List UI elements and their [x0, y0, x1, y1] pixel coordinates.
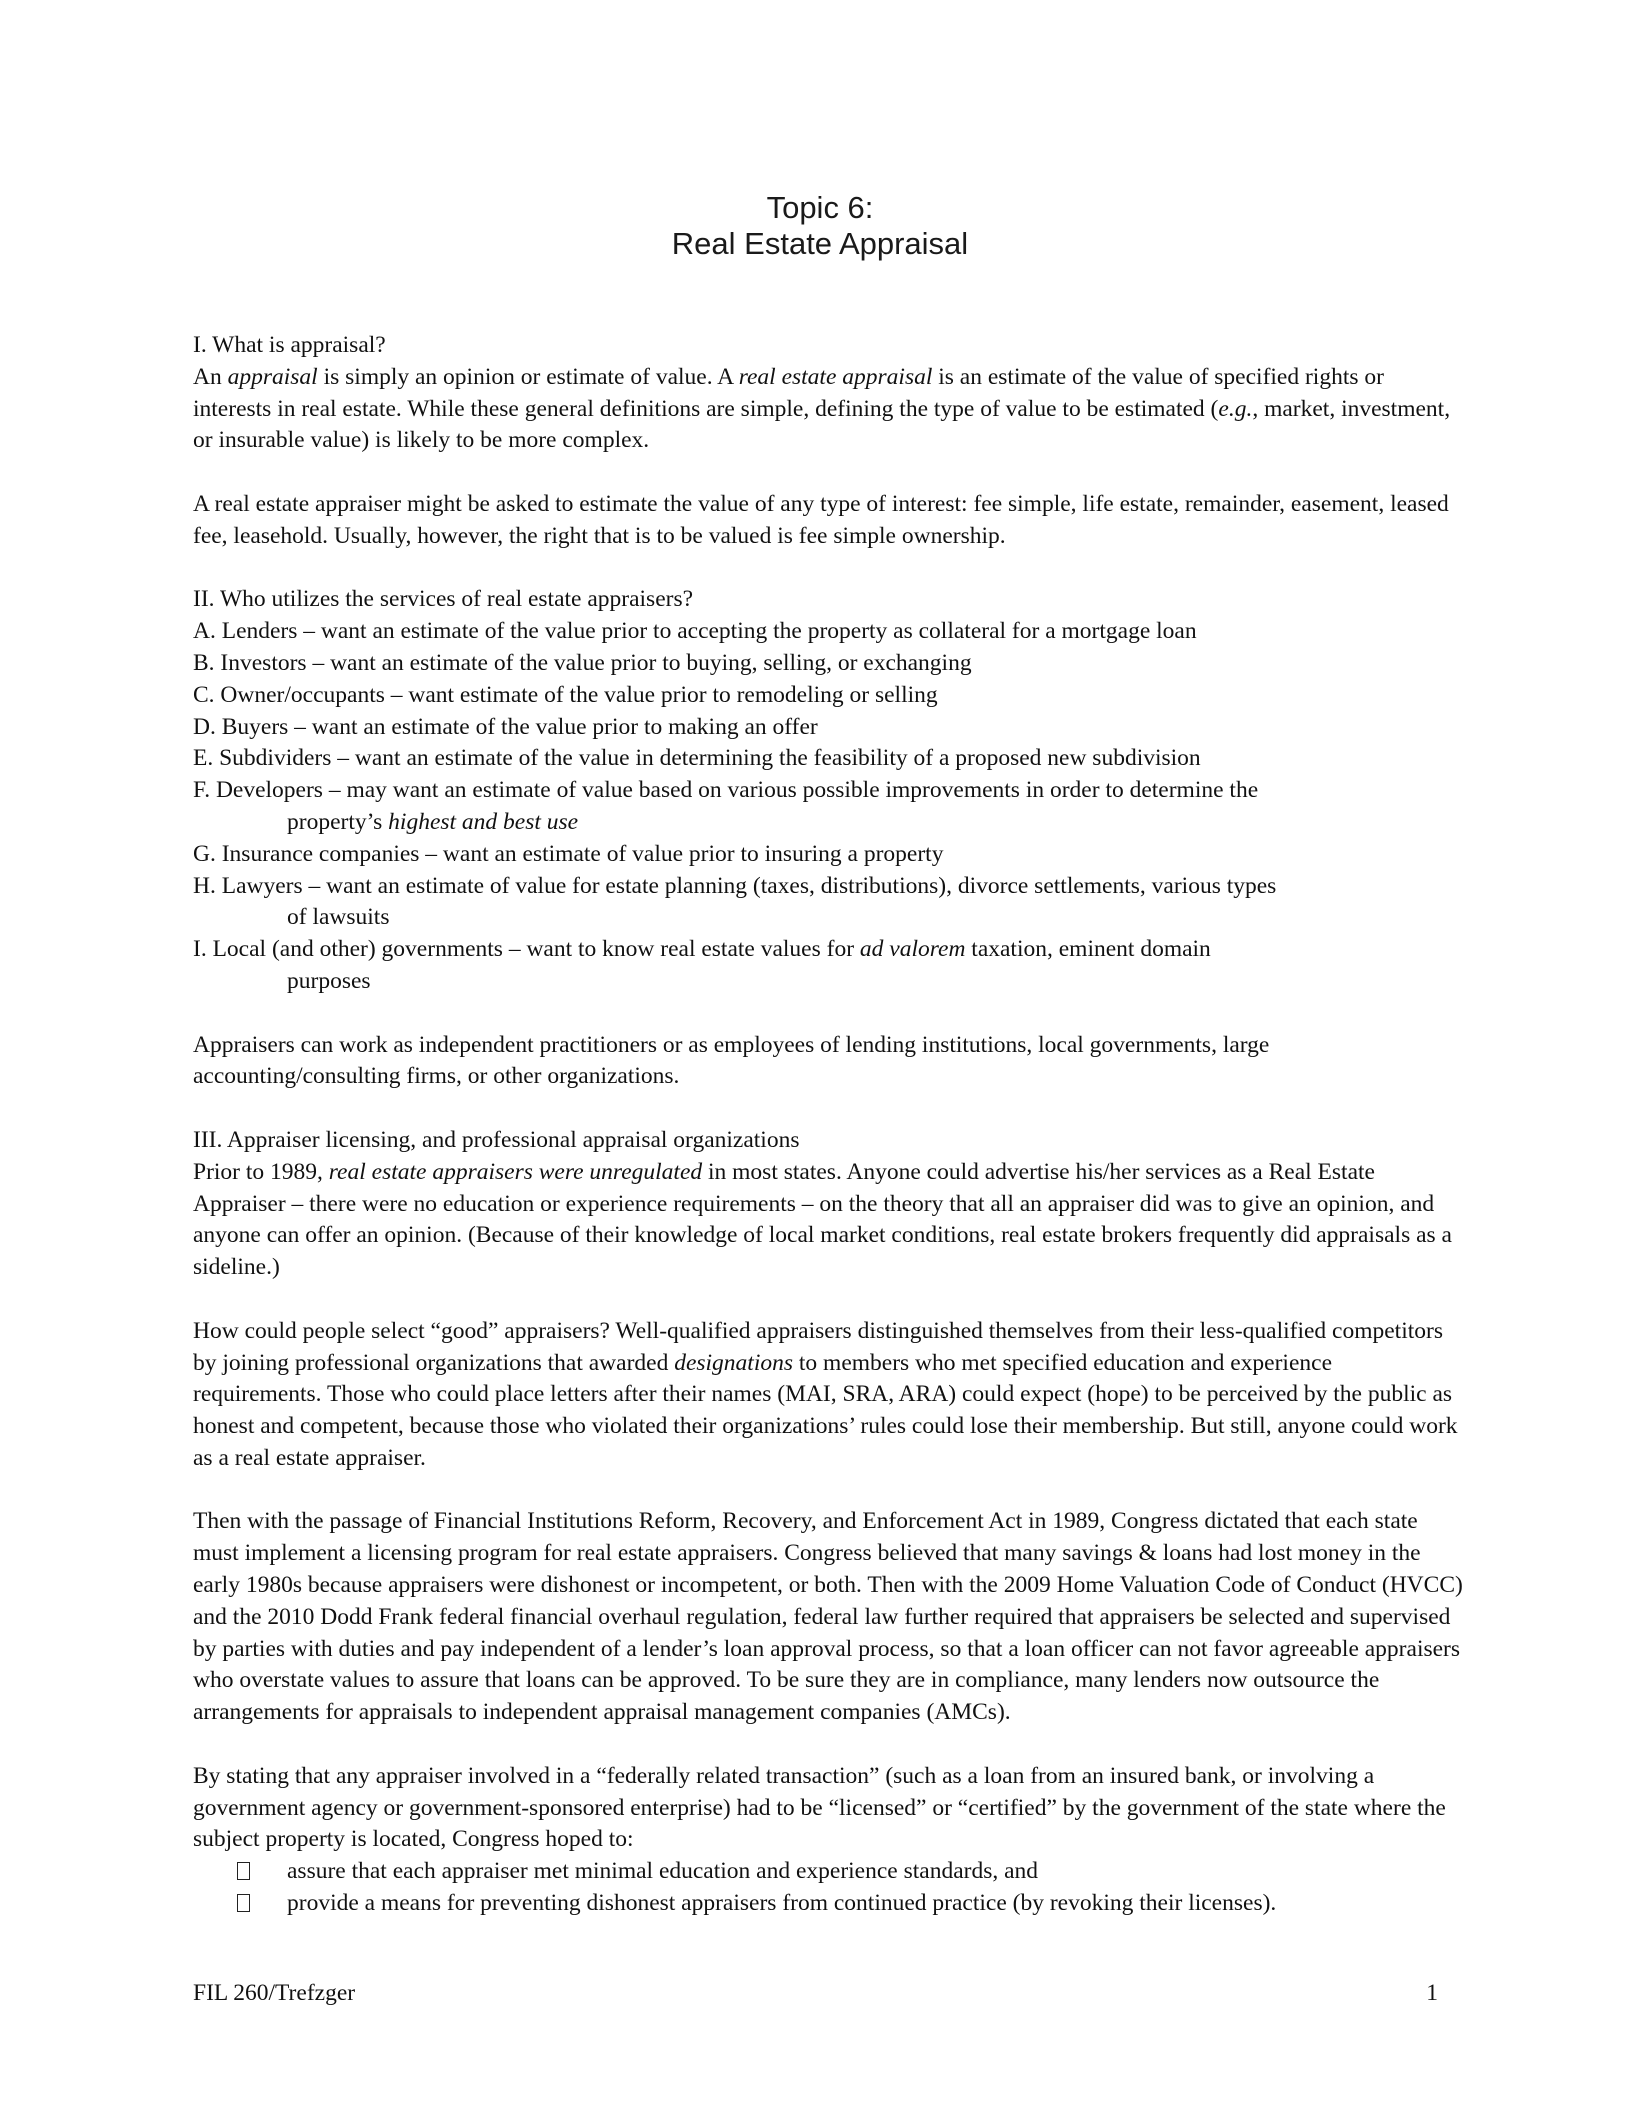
section-heading-1: I. What is appraisal? [193, 332, 386, 358]
document-body [193, 330, 1463, 1920]
list-item-governments: I. Local (and other) governments – want to know real estate values for ad valorem taxation, eminent domain purposes [193, 936, 1211, 994]
section-heading-2: II. Who utilizes the services of real estate appraisers? [193, 586, 694, 613]
paragraph-appraisal-definition: An appraisal is simply an opinion or estimate of value. A real estate appraisal is an estimate of the value of specified rights or interests in real estate. While these general definitions are simple, defining the type of value to be estimated (e.g., market, investment, or insurable value) is likely to be more complex. [193, 363, 1451, 454]
paragraph-interest-types: A real estate appraiser might be asked to estimate the value of any type of interest: fee simple, life estate, remainder, easement, leased fee, leasehold. Usually, however, the right that is to be valued is fee simple ownership. [193, 490, 1449, 549]
list-item-developers: F. Developers – may want an estimate of value based on various possible improvements in order to determine the property’s highest and best use [193, 777, 1259, 835]
paragraph-licensing-history: Then with the passage of Financial Institutions Reform, Recovery, and Enforcement Act in 1989, Congress dictated that each state must implement a licensing program for real estate appraisers. Congress believed that many savings & loans had lost money in the early 1980s because appraisers were dishonest or incompetent, or both. Then with the 2009 Home Valuation Code of Conduct (HVCC) and the 2010 Dodd Frank federal financial overhaul regulation, federal law further required that appraisers be selected and supervised by parties with duties and pay independent of a lender’s loan approval process, so that a loan officer can not favor agreeable appraisers who overstate values to assure that loans can be approved. To be sure they are in compliance, many lenders now outsource the arrangements for appraisals to independent appraisal management companies (AMCs). [193, 1508, 1463, 1726]
list-item-investors: B. Investors – want an estimate of the value prior to buying, selling, or exchanging [193, 649, 972, 676]
bullet-box-icon [237, 1856, 287, 1888]
list-item-owner-occupants: C. Owner/occupants – want estimate of the value prior to remodeling or selling [193, 681, 938, 708]
page-footer [193, 1980, 1438, 2007]
section-heading-3: III. Appraiser licensing, and professional appraisal organizations [193, 1126, 800, 1153]
page-title-line1: Topic 6: [766, 190, 874, 225]
paragraph-unregulated: Prior to 1989, real estate appraisers were unregulated in most states. Anyone could advertise his/her services as a Real Estate Appraiser – there were no education or experience requirements – on the theory that all an appraiser did was to give an opinion, and anyone can offer an opinion. (Because of their knowledge of local market conditions, real estate brokers frequently did appraisals as a sideline.) [193, 1158, 1452, 1281]
footer-course-label: FIL 260/Trefzger [193, 1980, 356, 2006]
list-item-buyers: D. Buyers – want an estimate of the value prior to making an offer [193, 713, 818, 740]
list-item-insurance: G. Insurance companies – want an estimate of value prior to insuring a property [193, 840, 944, 867]
list-item-subdividers: E. Subdividers – want an estimate of the value in determining the feasibility of a proposed new subdivision [193, 745, 1201, 772]
bullet-item: provide a means for preventing dishonest appraisers from continued practice (by revoking their licenses). [193, 1888, 1463, 1920]
paragraph-appraiser-employment: Appraisers can work as independent practitioners or as employees of lending institutions, local governments, large accounting/consulting firms, or other organizations. [193, 1031, 1270, 1090]
paragraph-designations: How could people select “good” appraisers? Well-qualified appraisers distinguished themselves from their less-qualified competitors by joining professional organizations that awarded designations to members who met specified education and experience requirements. Those who could place letters after their names (MAI, SRA, ARA) could expect (hope) to be perceived by the public as honest and competent, because those who violated their organizations’ rules could lose their membership. But still, anyone could work as a real estate appraiser. [193, 1317, 1458, 1471]
page-number: 1 [1426, 1980, 1438, 2006]
list-item-lawyers: H. Lawyers – want an estimate of value for estate planning (taxes, distributions), divorce settlements, various types of lawsuits [193, 872, 1277, 931]
page-title-line2: Real Estate Appraisal [671, 226, 969, 261]
bullet-item: assure that each appraiser met minimal education and experience standards, and [193, 1856, 1463, 1888]
bullet-box-icon [237, 1888, 287, 1920]
list-item-lenders: A. Lenders – want an estimate of the value prior to accepting the property as collateral for a mortgage loan [193, 618, 1197, 645]
paragraph-congress-goals: By stating that any appraiser involved in a “federally related transaction” (such as a loan from an insured bank, or involving a government agency or government-sponsored enterprise) had to be “licensed” or “certified” by the government of the state where the subject property is located, Congress hoped to: [193, 1762, 1446, 1853]
